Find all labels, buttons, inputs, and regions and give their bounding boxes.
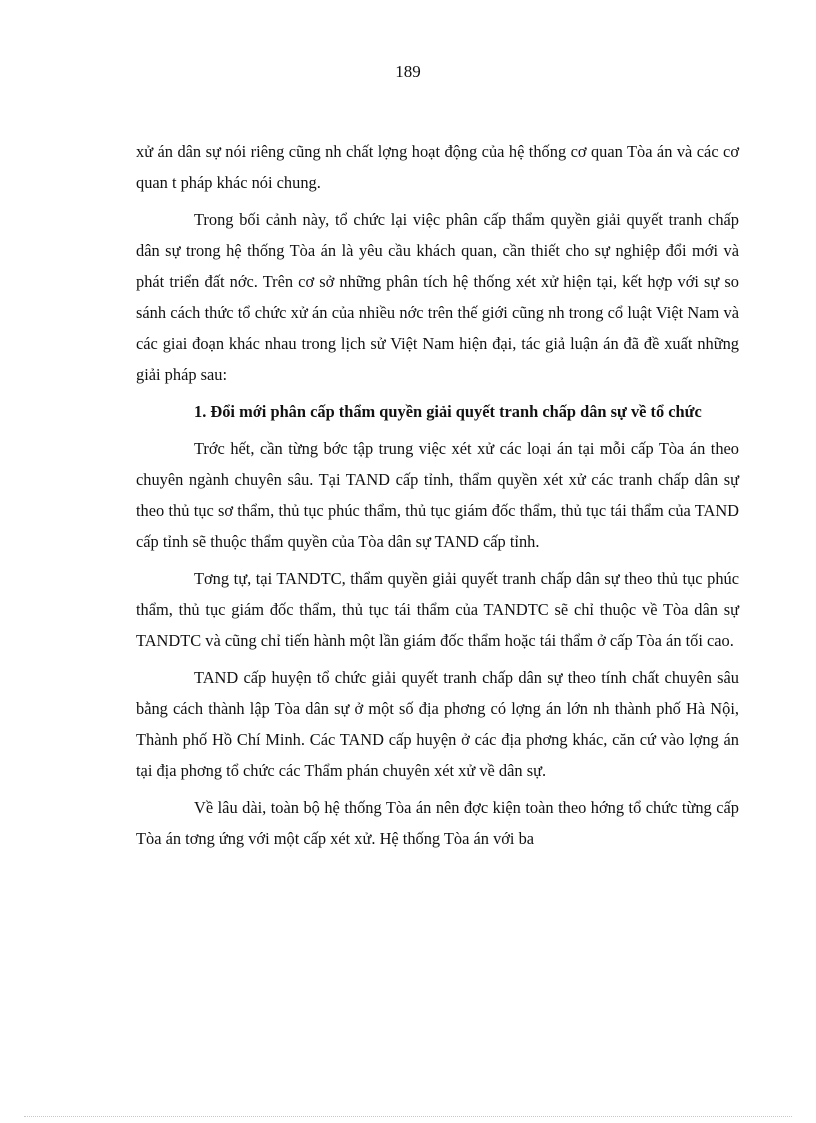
page-number: 189 <box>395 62 421 81</box>
paragraph-continuation: xử án dân sự nói riêng cũng nh chất lợng hoạt động của hệ thống cơ quan Tòa án và các cơ quan t pháp khác nói chung. <box>136 142 739 192</box>
paragraph-district-court: TAND cấp huyện tổ chức giải quyết tranh chấp dân sự theo tính chất chuyên sâu bằng cách thành lập Tòa dân sự ở một số địa phơng có lợng án lớn nh thành phố Hà Nội, Thành phố Hồ Chí Minh. Các TAND cấp huyện ở các địa phơng khác, căn cứ vào lợng án tại địa phơng tổ chức các Thẩm phán chuyên xét xử về dân sự. <box>136 668 739 780</box>
paragraph-context: Trong bối cảnh này, tổ chức lại việc phân cấp thẩm quyền giải quyết tranh chấp dân sự trong hệ thống Tòa án là yêu cầu khách quan, cần thiết cho sự nghiệp đổi mới và phát triển đất nớc. Trên cơ sở những phân tích hệ thống xét xử hiện tại, kết hợp với sự so sánh cách thức tổ chức xử án của nhiều nớc trên thế giới cũng nh trong cổ luật Việt Nam và các giai đoạn khác nhau trong lịch sử Việt Nam hiện đại, tác giả luận án đã đề xuất những giải pháp sau: <box>136 210 739 384</box>
paragraph-long-term: Về lâu dài, toàn bộ hệ thống Tòa án nên đợc kiện toàn theo hớng tổ chức từng cấp Tòa án tơng ứng với một cấp xét xử. Hệ thống Tòa án với ba <box>136 798 739 848</box>
paragraph-first-step: Trớc hết, cần từng bớc tập trung việc xét xử các loại án tại mỗi cấp Tòa án theo chuyên ngành chuyên sâu. Tại TAND cấp tỉnh, thẩm quyền xét xử các tranh chấp dân sự theo thủ tục sơ thẩm, thủ tục phúc thẩm, thủ tục giám đốc thẩm, thủ tục tái thẩm của TAND cấp tỉnh sẽ thuộc thẩm quyền của Tòa dân sự TAND cấp tỉnh. <box>136 439 739 551</box>
page-bottom-divider <box>24 1116 792 1117</box>
document-body <box>136 136 739 854</box>
section-heading: 1. Đổi mới phân cấp thẩm quyền giải quyết tranh chấp dân sự về tổ chức <box>194 402 702 421</box>
paragraph-supreme-court: Tơng tự, tại TANDTC, thẩm quyền giải quyết tranh chấp dân sự theo thủ tục phúc thẩm, thủ tục giám đốc thẩm, thủ tục tái thẩm của TANDTC sẽ chỉ thuộc về Tòa dân sự TANDTC và cũng chỉ tiến hành một lần giám đốc thẩm hoặc tái thẩm ở cấp Tòa án tối cao. <box>136 569 739 650</box>
